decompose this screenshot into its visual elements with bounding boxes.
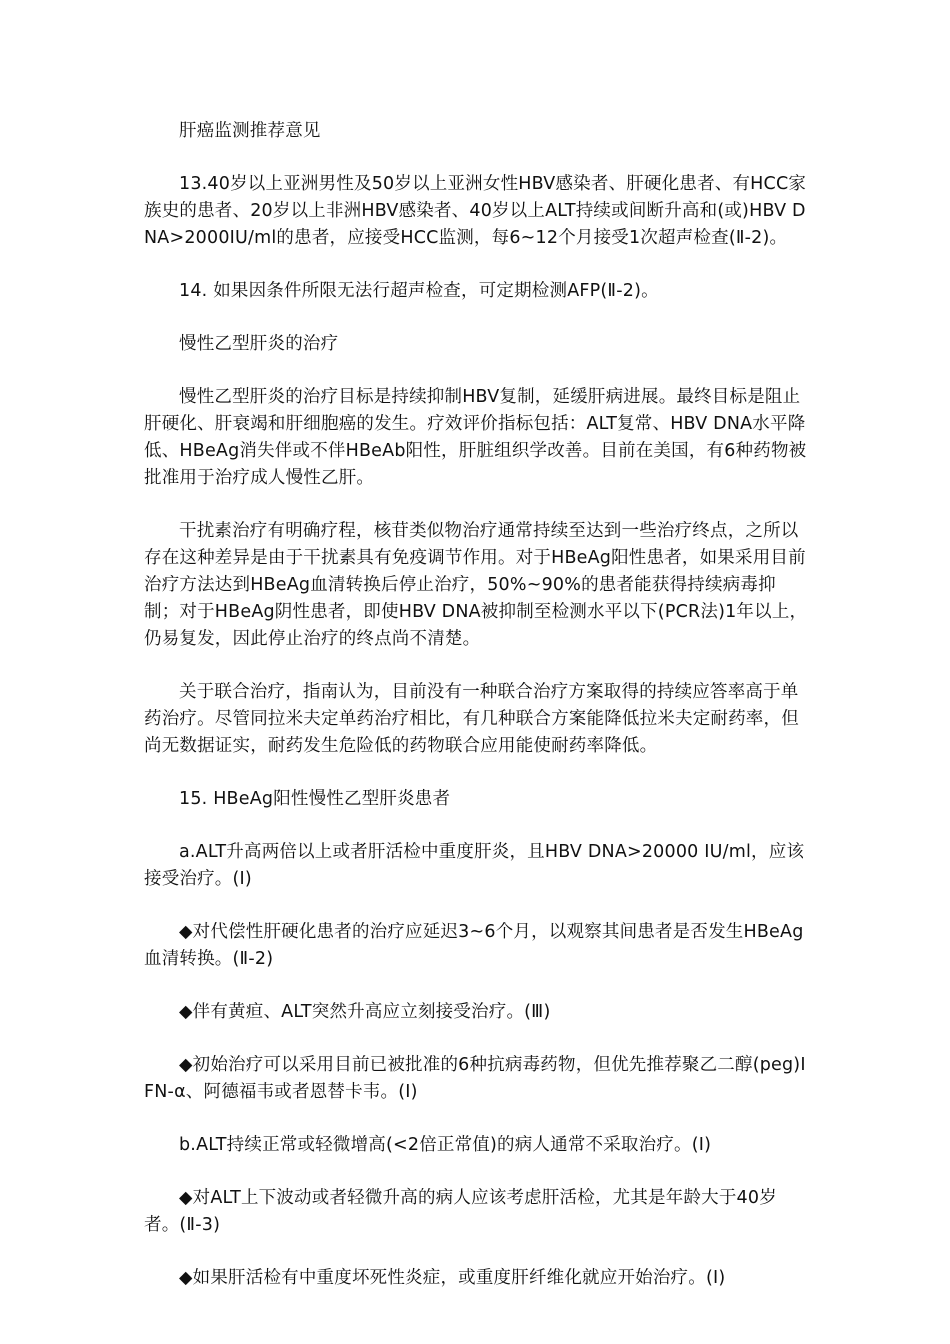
section-heading-chb-treatment: 慢性乙型肝炎的治疗 xyxy=(179,334,339,354)
bullet-jaundice: ◆伴有黄疸、ALT突然升高应立刻接受治疗。(Ⅲ) xyxy=(179,1002,551,1022)
recommendation-14: 14. 如果因条件所限无法行超声检查，可定期检测AFP(Ⅱ-2)。 xyxy=(179,281,659,301)
bullet-compensated-cirrhosis: ◆对代偿性肝硬化患者的治疗应延迟3~6个月，以观察其间患者是否发生HBeAg血清转换。(Ⅱ-2) xyxy=(144,922,804,969)
recommendation-13: 13.40岁以上亚洲男性及50岁以上亚洲女性HBV感染者、肝硬化患者、有HCC家族史的患者、20岁以上非洲HBV感染者、40岁以上ALT持续或间断升高和(或)HBV DNA>2000IU/ml的患者，应接受HCC监测，每6~12个月接受1次超声检查(Ⅱ-2)。 xyxy=(144,174,807,248)
paragraph-interferon-vs-nucleoside: 干扰素治疗有明确疗程，核苷类似物治疗通常持续至达到一些治疗终点，之所以存在这种差异是由于干扰素具有免疫调节作用。对于HBeAg阳性患者，如果采用目前治疗方法达到HBeAg血清转换后停止治疗，50%~90%的患者能获得持续病毒抑制；对于HBeAg阴性患者，即使HBV DNA被抑制至检测水平以下(PCR法)1年以上，仍易复发，因此停止治疗的终点尚不清楚。 xyxy=(144,521,808,649)
recommendation-15a: a.ALT升高两倍以上或者肝活检中重度肝炎，且HBV DNA>20000 IU/ml，应该接受治疗。(Ⅰ) xyxy=(144,842,805,889)
section-heading-liver-cancer-surveillance: 肝癌监测推荐意见 xyxy=(179,121,321,141)
bullet-start-treatment-biopsy: ◆如果肝活检有中重度坏死性炎症，或重度肝纤维化就应开始治疗。(Ⅰ) xyxy=(179,1268,726,1288)
recommendation-15-heading: 15. HBeAg阳性慢性乙型肝炎患者 xyxy=(179,789,451,809)
document-page xyxy=(144,118,810,1318)
paragraph-treatment-goals: 慢性乙型肝炎的治疗目标是持续抑制HBV复制，延缓肝病进展。最终目标是阻止肝硬化、肝衰竭和肝细胞癌的发生。疗效评价指标包括：ALT复常、HBV DNA水平降低、HBeAg消失伴或不伴HBeAb阳性，肝脏组织学改善。目前在美国，有6种药物被批准用于治疗成人慢性乙肝。 xyxy=(144,387,807,488)
bullet-liver-biopsy-consideration: ◆对ALT上下波动或者轻微升高的病人应该考虑肝活检，尤其是年龄大于40岁者。(Ⅱ-3) xyxy=(144,1188,777,1235)
paragraph-combination-therapy: 关于联合治疗，指南认为，目前没有一种联合治疗方案取得的持续应答率高于单药治疗。尽管同拉米夫定单药治疗相比，有几种联合方案能降低拉米夫定耐药率，但尚无数据证实，耐药发生危险低的药物联合应用能使耐药率降低。 xyxy=(144,682,799,756)
recommendation-15b: b.ALT持续正常或轻微增高(<2倍正常值)的病人通常不采取治疗。(Ⅰ) xyxy=(179,1135,712,1155)
bullet-initial-therapy: ◆初始治疗可以采用目前已被批准的6种抗病毒药物，但优先推荐聚乙二醇(peg)IFN-α、阿德福韦或者恩替卡韦。(Ⅰ) xyxy=(144,1055,806,1102)
